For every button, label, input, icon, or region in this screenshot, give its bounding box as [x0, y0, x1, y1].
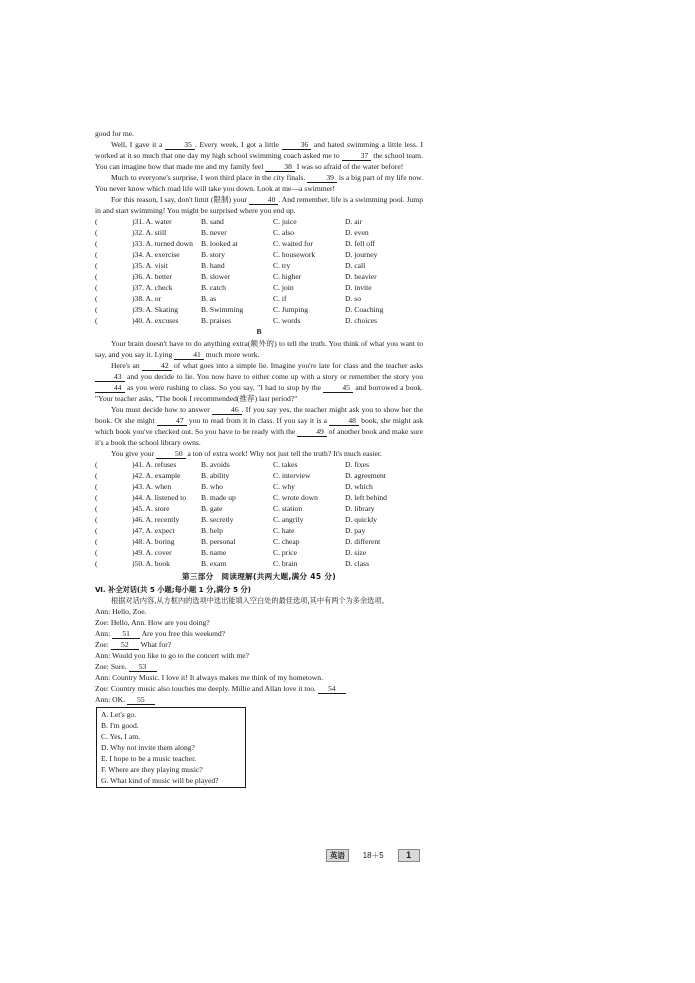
page-number: 1: [398, 849, 420, 862]
paren: (: [95, 504, 98, 513]
option-b: B. looked at: [201, 239, 238, 248]
option-b: B. who: [201, 482, 223, 491]
option-row[interactable]: [95, 547, 423, 558]
blank-43[interactable]: 43: [95, 372, 125, 382]
blank-37[interactable]: 37: [342, 151, 372, 161]
options-a: [95, 216, 423, 326]
option-c: C. hate: [273, 526, 295, 535]
option-b: B. avoids: [201, 460, 230, 469]
option-row[interactable]: [95, 525, 423, 536]
option-c: C. housework: [273, 250, 316, 259]
option-d: D. quickly: [345, 515, 378, 524]
paren: (: [95, 217, 98, 226]
dialogue-line: Zoe: Sure. 53: [95, 661, 423, 672]
options-b: [95, 459, 423, 569]
option-row[interactable]: [95, 459, 423, 470]
paren: (: [95, 493, 98, 502]
option-d: D. journey: [345, 250, 378, 259]
option-row[interactable]: [95, 227, 423, 238]
passage-b-para1: Your brain doesn't have to do anything extra(额外的) to tell the truth. You think of what you want to say, and you say it. Lying 41 much more work.: [95, 339, 423, 359]
option-c: C. interview: [273, 471, 311, 480]
option-a: )31. A. water: [132, 217, 172, 226]
option-d: D. choices: [345, 316, 378, 325]
dialogue-line: Zoe: Country music also touches me deeply. Millie and Allan love it too. 54: [95, 683, 423, 694]
choice-item[interactable]: B. I'm good.: [101, 721, 139, 730]
option-row[interactable]: [95, 216, 423, 227]
choice-item[interactable]: F. Where are they playing music?: [101, 765, 203, 774]
option-c: C. Jumping: [273, 305, 309, 314]
option-a: )43. A. when: [132, 482, 172, 491]
choice-item[interactable]: D. Why not invite them along?: [101, 743, 195, 752]
dialogue-line: Ann: OK. 55: [95, 694, 423, 705]
book-code: 18＋5: [362, 850, 384, 860]
option-c: C. juice: [273, 217, 297, 226]
option-row[interactable]: [95, 481, 423, 492]
blank-51[interactable]: 51: [112, 629, 140, 639]
option-c: C. higher: [273, 272, 302, 281]
blank-41[interactable]: 41: [174, 350, 204, 360]
paren: (: [95, 272, 98, 281]
option-b: B. gate: [201, 504, 223, 513]
option-a: )46. A. recently: [132, 515, 180, 524]
blank-42[interactable]: 42: [142, 361, 172, 371]
option-d: D. left behind: [345, 493, 387, 502]
section-vi-instruction: 根据对话内容,从方框内的选项中选出能填入空白处的最佳选项,其中有两个为多余选项。: [111, 596, 389, 605]
paren: (: [95, 515, 98, 524]
exam-page: [95, 128, 423, 788]
passage-b-para3: You must decide how to answer 46 . If you say yes, the teacher might ask you to show her the book. Or she might 47 you to read from it in class. If you say it is a 48 book, she might ask which book you've checked out. So you have to be ready with the 49 of another book and make sure it's a book the school library owns.: [95, 405, 424, 447]
option-row[interactable]: [95, 293, 423, 304]
option-c: C. brain: [273, 559, 298, 568]
option-a: )33. A. turned down: [132, 239, 193, 248]
option-b: B. made up: [201, 493, 236, 502]
option-a: )32. A. still: [132, 228, 167, 237]
option-c: C. words: [273, 316, 301, 325]
option-row[interactable]: [95, 470, 423, 481]
option-c: C. wrote down: [273, 493, 318, 502]
option-b: B. Swimming: [201, 305, 244, 314]
option-d: D. so: [345, 294, 362, 303]
option-c: C. join: [273, 283, 294, 292]
choice-item[interactable]: E. I hope to be a music teacher.: [101, 754, 197, 763]
option-d: D. air: [345, 217, 363, 226]
paren: (: [95, 548, 98, 557]
option-d: D. call: [345, 261, 366, 270]
paren: (: [95, 283, 98, 292]
blank-54[interactable]: 54: [318, 684, 346, 694]
option-row[interactable]: [95, 238, 423, 249]
option-d: D. library: [345, 504, 375, 513]
option-a: )47. A. expect: [132, 526, 175, 535]
blank-50[interactable]: 50: [156, 449, 186, 459]
option-c: C. why: [273, 482, 295, 491]
option-b: B. name: [201, 548, 227, 557]
paren: (: [95, 294, 98, 303]
blank-48[interactable]: 48: [329, 416, 359, 426]
option-row[interactable]: [95, 503, 423, 514]
dialogue-line: Ann: Country Music. I love it! It always makes me think of my hometown.: [95, 673, 323, 682]
option-c: C. also: [273, 228, 295, 237]
option-row[interactable]: [95, 558, 423, 569]
option-row[interactable]: [95, 249, 423, 260]
option-row[interactable]: [95, 260, 423, 271]
part3-heading: 第三部分 阅读理解(共两大题,满分 45 分): [181, 572, 337, 581]
dialogue-line: Ann: Hello, Zoe.: [95, 607, 147, 616]
option-d: D. pay: [345, 526, 366, 535]
blank-45[interactable]: 45: [323, 383, 353, 393]
dialogue-line: Ann: 51 Are you free this weekend?: [95, 629, 226, 638]
option-b: B. help: [201, 526, 223, 535]
option-a: )34. A. exercise: [132, 250, 180, 259]
blank-40[interactable]: 40: [249, 195, 279, 205]
dialogue-line: Zoe: 52 What for?: [95, 640, 172, 649]
option-row[interactable]: [95, 536, 423, 547]
option-d: D. which: [345, 482, 373, 491]
option-d: D. size: [345, 548, 367, 557]
paren: (: [95, 228, 98, 237]
blank-39[interactable]: 39: [307, 173, 337, 183]
option-d: D. fixes: [345, 460, 370, 469]
option-b: B. story: [201, 250, 226, 259]
option-b: B. personal: [201, 537, 236, 546]
passage-a-para3: For this reason, I say, don't limit (限制) your 40 . And remember, life is a swimming pool. Jump in and start swimming! You might be surprised where you end up.: [95, 195, 424, 215]
option-a: )39. A. Skating: [132, 305, 178, 314]
option-d: D. heavier: [345, 272, 377, 281]
choice-item[interactable]: G. What kind of music will be played?: [101, 776, 219, 785]
option-d: D. agreement: [345, 471, 386, 480]
dialogue: [95, 606, 423, 705]
option-c: C. cheap: [273, 537, 300, 546]
paren: (: [95, 261, 98, 270]
section-vi-title: Ⅵ. 补全对话(共 5 小题;每小题 1 分,满分 5 分): [95, 585, 251, 594]
blank-38[interactable]: 38: [265, 162, 295, 172]
option-a: )45. A. store: [132, 504, 170, 513]
blank-49[interactable]: 49: [297, 427, 327, 437]
option-row[interactable]: [95, 282, 423, 293]
option-a: )49. A. cover: [132, 548, 172, 557]
option-d: D. different: [345, 537, 381, 546]
paren: (: [95, 305, 98, 314]
paren: (: [95, 316, 98, 325]
option-b: B. catch: [201, 283, 226, 292]
option-row[interactable]: [95, 271, 423, 282]
option-d: D. invite: [345, 283, 372, 292]
blank-55[interactable]: 55: [127, 695, 155, 705]
dialogue-line: Zoe: Hello, Ann. How are you doing?: [95, 618, 210, 627]
option-a: )48. A. boring: [132, 537, 175, 546]
option-c: C. angrily: [273, 515, 304, 524]
paren: (: [95, 471, 98, 480]
option-d: D. Coaching: [345, 305, 384, 314]
paren: (: [95, 526, 98, 535]
option-c: C. try: [273, 261, 291, 270]
passage-b-para2: Here's an 42 of what goes into a simple lie. Imagine you're late for class and the teacher asks 43 and you decide to lie. You now have to either come up with a story or remember the story you 44 as you were rushing to class. So you say, "I had to stop by the 45 and borrowed a book. "Your teacher asks, "The book I recommended(推荐) last period?": [95, 361, 423, 403]
paren: (: [95, 559, 98, 568]
option-a: )36. A. better: [132, 272, 173, 281]
subject-label: 英语: [326, 849, 349, 862]
option-b: B. sand: [201, 217, 224, 226]
option-c: C. station: [273, 504, 303, 513]
paren: (: [95, 460, 98, 469]
blank-53[interactable]: 53: [129, 662, 157, 672]
option-a: )35. A. visit: [132, 261, 168, 270]
blank-44[interactable]: 44: [95, 383, 125, 393]
option-b: B. ability: [201, 471, 230, 480]
choice-item[interactable]: C. Yes, I am.: [101, 732, 141, 741]
option-b: B. praises: [201, 316, 231, 325]
option-b: B. slower: [201, 272, 231, 281]
option-a: )41. A. refuses: [132, 460, 177, 469]
choices-box: [96, 707, 246, 788]
option-row[interactable]: [95, 514, 423, 525]
option-c: C. price: [273, 548, 298, 557]
option-a: )38. A. or: [132, 294, 162, 303]
section-b-heading: B: [256, 327, 262, 336]
page-footer: [326, 849, 420, 861]
option-b: B. hand: [201, 261, 225, 270]
option-a: )44. A. listened to: [132, 493, 187, 502]
paren: (: [95, 482, 98, 491]
blank-52[interactable]: 52: [111, 640, 139, 650]
passage-a-line0: good for me.: [95, 129, 135, 138]
option-b: B. exam: [201, 559, 227, 568]
option-d: D. even: [345, 228, 369, 237]
passage-a-para2: Much to everyone's surprise, I won third place in the city finals. 39 is a big part of my life now. You never know which road life will take you down. Look at me—a swimmer!: [95, 173, 424, 193]
option-b: B. secretly: [201, 515, 234, 524]
paren: (: [95, 250, 98, 259]
option-row[interactable]: [95, 492, 423, 503]
option-c: C. if: [273, 294, 287, 303]
option-b: B. as: [201, 294, 217, 303]
option-a: )37. A. check: [132, 283, 173, 292]
blank-47[interactable]: 47: [157, 416, 187, 426]
option-row[interactable]: [95, 304, 423, 315]
passage-b-para4: You give your 50 a ton of extra work! Why not just tell the truth? It's much easier.: [111, 449, 382, 458]
option-c: C. takes: [273, 460, 298, 469]
blank-36[interactable]: 36: [282, 140, 312, 150]
option-d: D. class: [345, 559, 370, 568]
blank-46[interactable]: 46: [212, 405, 242, 415]
dialogue-line: Ann: Would you like to go to the concert with me?: [95, 651, 250, 660]
choice-item[interactable]: A. Let's go.: [101, 710, 137, 719]
paren: (: [95, 537, 98, 546]
option-d: D. fell off: [345, 239, 376, 248]
option-c: C. waited for: [273, 239, 313, 248]
option-row[interactable]: [95, 315, 423, 326]
option-a: )42. A. example: [132, 471, 181, 480]
option-b: B. never: [201, 228, 227, 237]
passage-a-para1: Well, I gave it a 35 . Every week, I got a little 36 and hated swimming a little less. I worked at it so much that one day my high school swimming coach asked me to 37 the school team. You can imagine how that made me and my family feel 38 I was so afraid of the water before!: [95, 140, 424, 171]
option-a: )50. A. book: [132, 559, 170, 568]
blank-35[interactable]: 35: [165, 140, 195, 150]
paren: (: [95, 239, 98, 248]
option-a: )40. A. excuses: [132, 316, 179, 325]
